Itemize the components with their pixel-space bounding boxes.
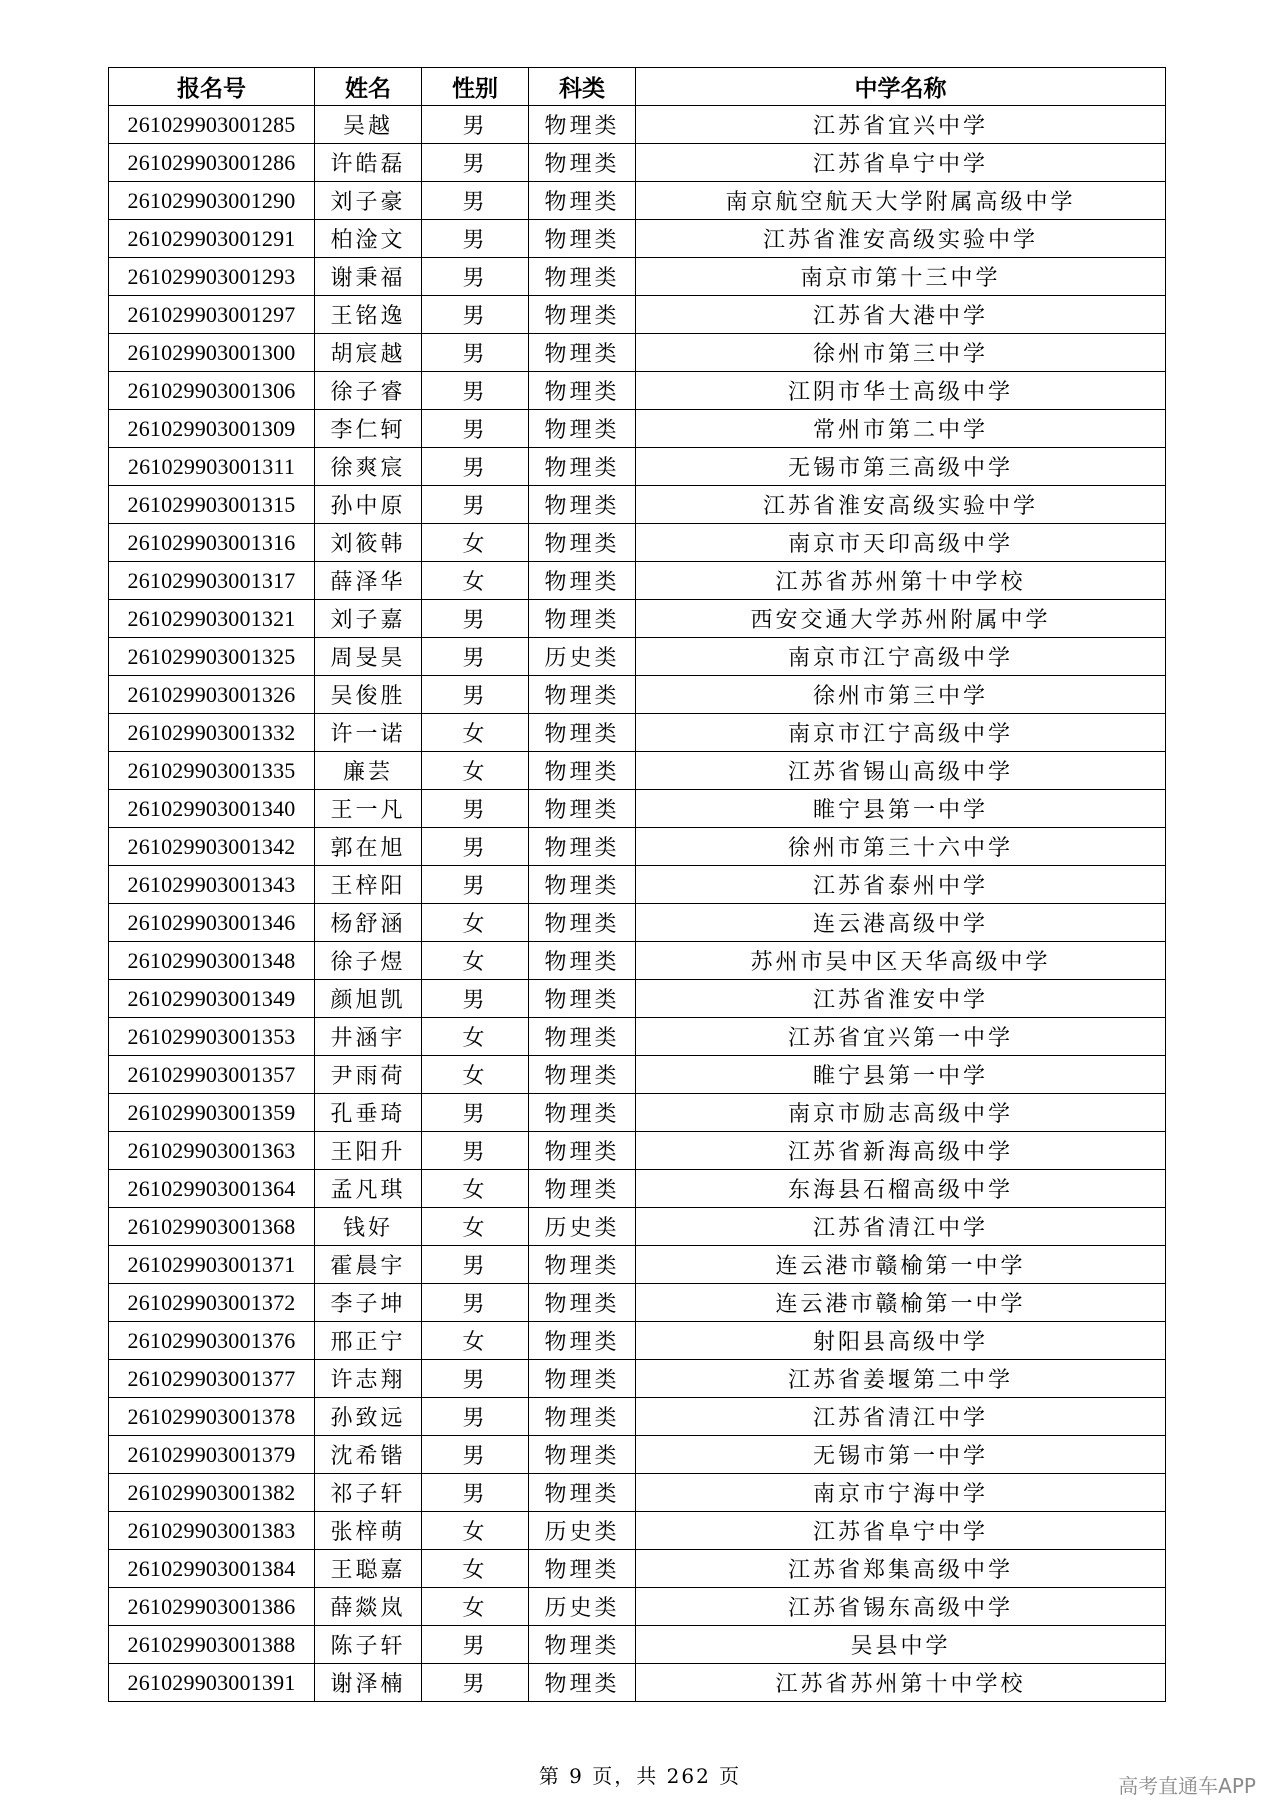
gender-cell: 男 [422,1246,529,1284]
name-cell: 谢泽楠 [315,1664,422,1702]
name-cell: 徐子睿 [315,372,422,410]
name-cell: 井涵宇 [315,1018,422,1056]
header-name: 姓名 [315,68,422,106]
table-row [109,1588,1166,1626]
table-row [109,562,1166,600]
registration-number-cell: 261029903001317 [109,562,315,600]
school-name-cell: 徐州市第三中学 [636,334,1166,372]
table-row [109,524,1166,562]
subject-cell: 历史类 [529,1512,636,1550]
registration-number-cell: 261029903001386 [109,1588,315,1626]
table-row [109,1056,1166,1094]
gender-cell: 男 [422,182,529,220]
subject-cell: 物理类 [529,296,636,334]
table-row [109,1246,1166,1284]
gender-cell: 女 [422,1322,529,1360]
subject-cell: 物理类 [529,106,636,144]
subject-cell: 物理类 [529,1398,636,1436]
registration-number-cell: 261029903001342 [109,828,315,866]
school-name-cell: 南京市宁海中学 [636,1474,1166,1512]
school-name-cell: 连云港市赣榆第一中学 [636,1246,1166,1284]
name-cell: 孙致远 [315,1398,422,1436]
name-cell: 吴越 [315,106,422,144]
table-row [109,1474,1166,1512]
table-row [109,600,1166,638]
school-name-cell: 无锡市第三高级中学 [636,448,1166,486]
gender-cell: 男 [422,486,529,524]
registration-number-cell: 261029903001364 [109,1170,315,1208]
table-row [109,182,1166,220]
subject-cell: 物理类 [529,752,636,790]
registration-number-cell: 261029903001376 [109,1322,315,1360]
gender-cell: 女 [422,1588,529,1626]
subject-cell: 物理类 [529,410,636,448]
registration-number-cell: 261029903001343 [109,866,315,904]
registration-number-cell: 261029903001285 [109,106,315,144]
school-name-cell: 睢宁县第一中学 [636,790,1166,828]
registration-number-cell: 261029903001379 [109,1436,315,1474]
registration-number-cell: 261029903001315 [109,486,315,524]
gender-cell: 男 [422,1284,529,1322]
subject-cell: 历史类 [529,1208,636,1246]
name-cell: 王铭逸 [315,296,422,334]
table-row [109,714,1166,752]
name-cell: 王一凡 [315,790,422,828]
table-header [109,68,1166,106]
school-name-cell: 南京市天印高级中学 [636,524,1166,562]
table-row [109,220,1166,258]
registration-number-cell: 261029903001383 [109,1512,315,1550]
registration-number-cell: 261029903001378 [109,1398,315,1436]
subject-cell: 物理类 [529,1664,636,1702]
name-cell: 王梓阳 [315,866,422,904]
registration-number-cell: 261029903001359 [109,1094,315,1132]
registration-number-cell: 261029903001353 [109,1018,315,1056]
school-name-cell: 江苏省阜宁中学 [636,1512,1166,1550]
school-name-cell: 江苏省阜宁中学 [636,144,1166,182]
gender-cell: 男 [422,448,529,486]
registration-number-cell: 261029903001377 [109,1360,315,1398]
registration-number-cell: 261029903001363 [109,1132,315,1170]
registration-number-cell: 261029903001297 [109,296,315,334]
watermark: 高考直通车APP [1118,1774,1256,1798]
school-name-cell: 江苏省姜堰第二中学 [636,1360,1166,1398]
registration-number-cell: 261029903001291 [109,220,315,258]
registration-number-cell: 261029903001332 [109,714,315,752]
gender-cell: 男 [422,1436,529,1474]
header-gender: 性别 [422,68,529,106]
gender-cell: 男 [422,372,529,410]
subject-cell: 物理类 [529,714,636,752]
name-cell: 徐爽宸 [315,448,422,486]
table-row [109,1018,1166,1056]
gender-cell: 男 [422,980,529,1018]
subject-cell: 物理类 [529,1626,636,1664]
gender-cell: 男 [422,828,529,866]
registration-number-cell: 261029903001384 [109,1550,315,1588]
gender-cell: 男 [422,258,529,296]
school-name-cell: 江苏省大港中学 [636,296,1166,334]
school-name-cell: 南京市励志高级中学 [636,1094,1166,1132]
school-name-cell: 南京市第十三中学 [636,258,1166,296]
name-cell: 许皓磊 [315,144,422,182]
table-row [109,904,1166,942]
name-cell: 孙中原 [315,486,422,524]
subject-cell: 物理类 [529,182,636,220]
gender-cell: 男 [422,1398,529,1436]
gender-cell: 男 [422,1132,529,1170]
name-cell: 许志翔 [315,1360,422,1398]
subject-cell: 物理类 [529,1132,636,1170]
school-name-cell: 江苏省锡山高级中学 [636,752,1166,790]
name-cell: 王阳升 [315,1132,422,1170]
name-cell: 张梓萌 [315,1512,422,1550]
gender-cell: 女 [422,904,529,942]
name-cell: 王聪嘉 [315,1550,422,1588]
subject-cell: 物理类 [529,486,636,524]
name-cell: 廉芸 [315,752,422,790]
table-row [109,106,1166,144]
subject-cell: 物理类 [529,676,636,714]
table-row [109,1436,1166,1474]
gender-cell: 男 [422,220,529,258]
school-name-cell: 江苏省淮安中学 [636,980,1166,1018]
registration-number-cell: 261029903001368 [109,1208,315,1246]
registration-number-cell: 261029903001311 [109,448,315,486]
gender-cell: 男 [422,1094,529,1132]
table-row [109,980,1166,1018]
name-cell: 刘筱韩 [315,524,422,562]
subject-cell: 物理类 [529,1436,636,1474]
subject-cell: 物理类 [529,942,636,980]
school-name-cell: 江苏省宜兴中学 [636,106,1166,144]
table-row [109,828,1166,866]
school-name-cell: 江苏省淮安高级实验中学 [636,486,1166,524]
gender-cell: 男 [422,1626,529,1664]
header-subject: 科类 [529,68,636,106]
table-row [109,1550,1166,1588]
gender-cell: 男 [422,790,529,828]
header-registration-number: 报名号 [109,68,315,106]
school-name-cell: 连云港市赣榆第一中学 [636,1284,1166,1322]
table-row [109,372,1166,410]
registration-number-cell: 261029903001335 [109,752,315,790]
gender-cell: 女 [422,714,529,752]
registration-number-cell: 261029903001371 [109,1246,315,1284]
school-name-cell: 江阴市华士高级中学 [636,372,1166,410]
table-row [109,676,1166,714]
registration-number-cell: 261029903001391 [109,1664,315,1702]
school-name-cell: 无锡市第一中学 [636,1436,1166,1474]
name-cell: 许一诺 [315,714,422,752]
gender-cell: 女 [422,1512,529,1550]
gender-cell: 女 [422,942,529,980]
table-row [109,1360,1166,1398]
subject-cell: 物理类 [529,980,636,1018]
subject-cell: 物理类 [529,334,636,372]
table-row [109,1170,1166,1208]
gender-cell: 女 [422,1550,529,1588]
table-row [109,1132,1166,1170]
subject-cell: 物理类 [529,1018,636,1056]
school-name-cell: 江苏省清江中学 [636,1208,1166,1246]
name-cell: 柏淦文 [315,220,422,258]
subject-cell: 物理类 [529,1322,636,1360]
school-name-cell: 连云港高级中学 [636,904,1166,942]
table-row [109,1512,1166,1550]
school-name-cell: 江苏省泰州中学 [636,866,1166,904]
gender-cell: 男 [422,676,529,714]
subject-cell: 物理类 [529,1550,636,1588]
subject-cell: 物理类 [529,448,636,486]
subject-cell: 物理类 [529,828,636,866]
school-name-cell: 吴县中学 [636,1626,1166,1664]
table-row [109,144,1166,182]
school-name-cell: 徐州市第三中学 [636,676,1166,714]
name-cell: 孔垂琦 [315,1094,422,1132]
school-name-cell: 江苏省新海高级中学 [636,1132,1166,1170]
subject-cell: 物理类 [529,1170,636,1208]
header-row [109,68,1166,106]
subject-cell: 物理类 [529,1246,636,1284]
table-row [109,296,1166,334]
name-cell: 吴俊胜 [315,676,422,714]
subject-cell: 物理类 [529,1360,636,1398]
subject-cell: 物理类 [529,600,636,638]
name-cell: 霍晨宇 [315,1246,422,1284]
registration-number-cell: 261029903001290 [109,182,315,220]
subject-cell: 物理类 [529,1094,636,1132]
school-name-cell: 徐州市第三十六中学 [636,828,1166,866]
gender-cell: 女 [422,1170,529,1208]
name-cell: 薛泽华 [315,562,422,600]
gender-cell: 男 [422,1664,529,1702]
gender-cell: 女 [422,562,529,600]
name-cell: 周旻昊 [315,638,422,676]
gender-cell: 女 [422,1018,529,1056]
registration-number-cell: 261029903001325 [109,638,315,676]
table-row [109,1664,1166,1702]
table-row [109,1626,1166,1664]
registration-number-cell: 261029903001372 [109,1284,315,1322]
subject-cell: 物理类 [529,1284,636,1322]
gender-cell: 男 [422,144,529,182]
name-cell: 胡宸越 [315,334,422,372]
registration-number-cell: 261029903001316 [109,524,315,562]
subject-cell: 物理类 [529,144,636,182]
school-name-cell: 江苏省苏州第十中学校 [636,562,1166,600]
gender-cell: 男 [422,296,529,334]
school-name-cell: 江苏省苏州第十中学校 [636,1664,1166,1702]
gender-cell: 女 [422,524,529,562]
table-row [109,448,1166,486]
registration-number-cell: 261029903001348 [109,942,315,980]
registration-number-cell: 261029903001357 [109,1056,315,1094]
school-name-cell: 江苏省淮安高级实验中学 [636,220,1166,258]
school-name-cell: 南京航空航天大学附属高级中学 [636,182,1166,220]
school-name-cell: 常州市第二中学 [636,410,1166,448]
name-cell: 谢秉福 [315,258,422,296]
registration-number-cell: 261029903001382 [109,1474,315,1512]
subject-cell: 物理类 [529,1474,636,1512]
name-cell: 刘子嘉 [315,600,422,638]
name-cell: 邢正宁 [315,1322,422,1360]
school-name-cell: 南京市江宁高级中学 [636,638,1166,676]
table-row [109,638,1166,676]
school-name-cell: 射阳县高级中学 [636,1322,1166,1360]
subject-cell: 物理类 [529,258,636,296]
subject-cell: 物理类 [529,220,636,258]
table-row [109,410,1166,448]
gender-cell: 男 [422,1474,529,1512]
subject-cell: 物理类 [529,562,636,600]
registration-number-cell: 261029903001300 [109,334,315,372]
subject-cell: 物理类 [529,790,636,828]
subject-cell: 物理类 [529,372,636,410]
name-cell: 尹雨荷 [315,1056,422,1094]
name-cell: 杨舒涵 [315,904,422,942]
school-name-cell: 江苏省锡东高级中学 [636,1588,1166,1626]
gender-cell: 男 [422,600,529,638]
table-row [109,1208,1166,1246]
school-name-cell: 西安交通大学苏州附属中学 [636,600,1166,638]
gender-cell: 男 [422,410,529,448]
school-name-cell: 东海县石榴高级中学 [636,1170,1166,1208]
subject-cell: 历史类 [529,1588,636,1626]
school-name-cell: 睢宁县第一中学 [636,1056,1166,1094]
name-cell: 刘子豪 [315,182,422,220]
table-row [109,942,1166,980]
registration-number-cell: 261029903001346 [109,904,315,942]
name-cell: 颜旭凯 [315,980,422,1018]
table-row [109,866,1166,904]
table-row [109,790,1166,828]
gender-cell: 男 [422,334,529,372]
subject-cell: 物理类 [529,904,636,942]
registration-number-cell: 261029903001388 [109,1626,315,1664]
registration-number-cell: 261029903001293 [109,258,315,296]
gender-cell: 男 [422,866,529,904]
name-cell: 李子坤 [315,1284,422,1322]
gender-cell: 女 [422,752,529,790]
roster-table [108,67,1166,1702]
table-row [109,486,1166,524]
name-cell: 郭在旭 [315,828,422,866]
table-row [109,1398,1166,1436]
table-row [109,258,1166,296]
name-cell: 陈子轩 [315,1626,422,1664]
school-name-cell: 江苏省宜兴第一中学 [636,1018,1166,1056]
table-body [109,106,1166,1702]
name-cell: 孟凡琪 [315,1170,422,1208]
table-row [109,1322,1166,1360]
header-school-name: 中学名称 [636,68,1166,106]
page-footer: 第 9 页，共 262 页 [538,1764,742,1788]
registration-number-cell: 261029903001306 [109,372,315,410]
subject-cell: 历史类 [529,638,636,676]
name-cell: 钱好 [315,1208,422,1246]
name-cell: 李仁轲 [315,410,422,448]
school-name-cell: 南京市江宁高级中学 [636,714,1166,752]
name-cell: 沈希锴 [315,1436,422,1474]
subject-cell: 物理类 [529,866,636,904]
name-cell: 祁子轩 [315,1474,422,1512]
registration-number-cell: 261029903001349 [109,980,315,1018]
table-row [109,334,1166,372]
name-cell: 薛燚岚 [315,1588,422,1626]
gender-cell: 男 [422,106,529,144]
subject-cell: 物理类 [529,524,636,562]
gender-cell: 女 [422,1056,529,1094]
school-name-cell: 苏州市吴中区天华高级中学 [636,942,1166,980]
name-cell: 徐子煜 [315,942,422,980]
school-name-cell: 江苏省清江中学 [636,1398,1166,1436]
gender-cell: 男 [422,1360,529,1398]
registration-number-cell: 261029903001326 [109,676,315,714]
table-row [109,1284,1166,1322]
registration-number-cell: 261029903001340 [109,790,315,828]
table-row [109,752,1166,790]
gender-cell: 女 [422,1208,529,1246]
gender-cell: 男 [422,638,529,676]
school-name-cell: 江苏省郑集高级中学 [636,1550,1166,1588]
table-row [109,1094,1166,1132]
registration-number-cell: 261029903001309 [109,410,315,448]
registration-number-cell: 261029903001286 [109,144,315,182]
registration-number-cell: 261029903001321 [109,600,315,638]
subject-cell: 物理类 [529,1056,636,1094]
